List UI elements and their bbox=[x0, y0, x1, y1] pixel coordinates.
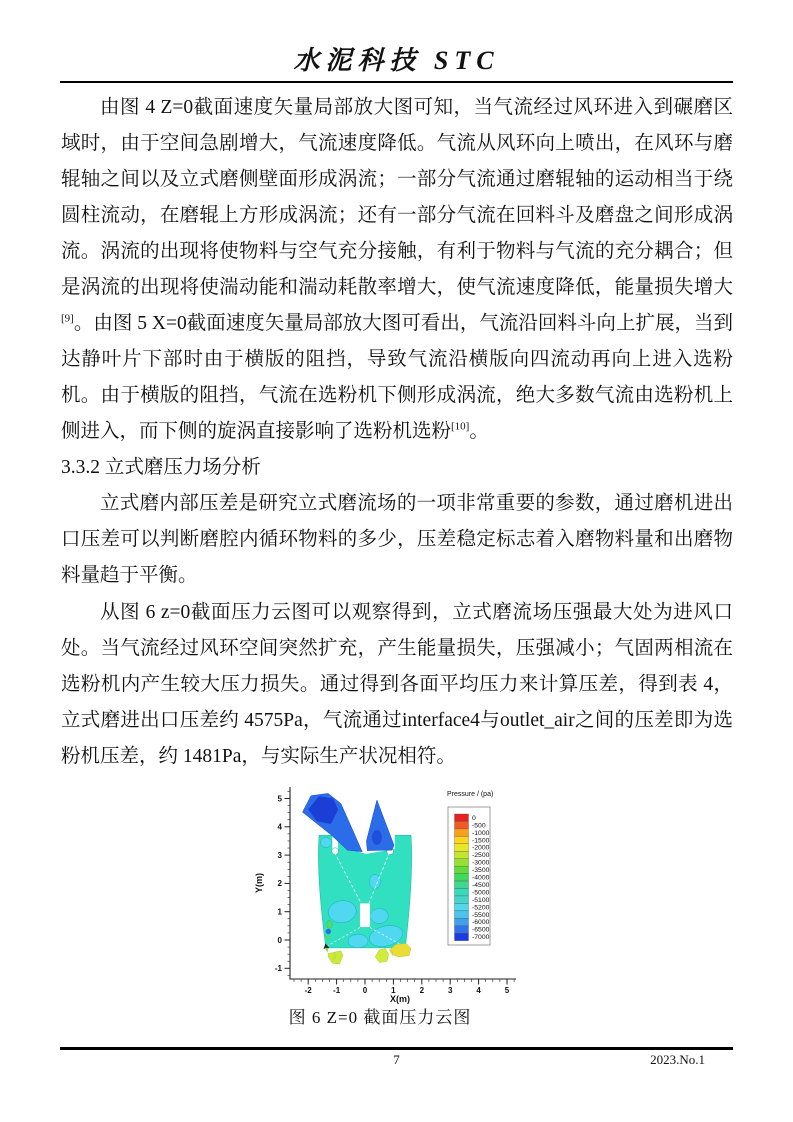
right-duct-core bbox=[372, 830, 382, 845]
svg-text:-500: -500 bbox=[472, 822, 486, 830]
journal-title: 水泥科技 STC bbox=[293, 46, 500, 75]
mill-shaft-cutout bbox=[360, 903, 370, 927]
section-heading: 3.3.2 立式磨压力场分析 bbox=[61, 457, 261, 478]
svg-text:4: 4 bbox=[476, 986, 481, 995]
svg-text:-5500: -5500 bbox=[472, 911, 490, 919]
x-axis-label: X(m) bbox=[390, 994, 410, 1004]
citation-ref-9: [9] bbox=[61, 312, 74, 325]
paragraph-text: 。由图 5 X=0截面速度矢量局部放大图可看出，气流沿回料斗向上扩展，当到达静叶片下部时由于横版的阻挡，导致气流沿横版向四流动再向上进入选粉机。由于横版的阻挡，气流在选粉机下侧形成涡流，绝大多数气流由选粉机上侧进入，而下侧的旋涡直接影响了选粉机选粉 bbox=[61, 313, 733, 442]
svg-text:-6000: -6000 bbox=[472, 919, 490, 927]
svg-text:1: 1 bbox=[391, 986, 396, 995]
paragraph-text: 由图 4 Z=0截面速度矢量局部放大图可知，当气流经过风环进入到碾磨区域时，由于空间急剧增大，气流速度降低。气流从风环向上喷出，在风环与磨辊轴之间以及立式磨侧壁面形成涡流；一部分气流通过磨辊轴的运动相当于绕圆柱流动，在磨辊上方形成涡流；还有一部分气流在回料斗及磨盘之间形成涡流。涡流的出现将使物料与空气充分接触，有利于物料与气流的充分耦合；但是涡流的出现将使湍动能和湍动耗散率增大，使气流速度降低，能量损失增大 bbox=[61, 97, 733, 298]
svg-text:2: 2 bbox=[277, 879, 282, 889]
svg-text:3: 3 bbox=[447, 986, 453, 995]
paragraph-velocity-field bbox=[61, 90, 733, 450]
svg-text:3: 3 bbox=[277, 850, 282, 860]
contour-plot bbox=[303, 793, 412, 964]
speck-green-2 bbox=[326, 936, 330, 940]
speck-green bbox=[327, 921, 333, 929]
svg-text:-3000: -3000 bbox=[472, 859, 490, 867]
pocket-right bbox=[370, 909, 388, 924]
svg-text:0: 0 bbox=[472, 814, 476, 822]
svg-text:-5000: -5000 bbox=[472, 889, 490, 897]
svg-text:-1500: -1500 bbox=[472, 837, 490, 845]
air-ring-green-tip bbox=[325, 948, 328, 953]
issue-label: 2023.No.1 bbox=[650, 1052, 705, 1067]
pocket-bottom-center bbox=[348, 934, 368, 948]
paragraph-text: 。 bbox=[469, 421, 489, 442]
svg-text:1: 1 bbox=[277, 907, 282, 917]
svg-text:-6500: -6500 bbox=[472, 926, 490, 934]
paragraph-pressure-intro: 立式磨内部压差是研究立式磨流场的一项非常重要的参数，通过磨机进出口压差可以判断磨腔内循环物料的多少，压差稳定标志着入磨物料量和出磨物料量趋于平衡。 bbox=[61, 493, 733, 586]
pocket-mid bbox=[369, 875, 380, 889]
svg-text:0: 0 bbox=[277, 935, 282, 945]
legend-entries bbox=[455, 814, 490, 941]
svg-text:-5200: -5200 bbox=[472, 904, 490, 912]
svg-text:-1: -1 bbox=[333, 986, 341, 995]
article-body bbox=[61, 90, 733, 775]
svg-text:-2: -2 bbox=[304, 986, 312, 995]
svg-text:5: 5 bbox=[504, 986, 510, 995]
svg-text:-5100: -5100 bbox=[472, 896, 490, 904]
svg-text:-7000: -7000 bbox=[472, 934, 490, 942]
svg-text:-2000: -2000 bbox=[472, 844, 490, 852]
svg-text:-2500: -2500 bbox=[472, 852, 490, 860]
pocket-top-left bbox=[321, 838, 332, 848]
figure-caption: 图 6 Z=0 截面压力云图 bbox=[288, 1008, 472, 1027]
y-axis-label: Y(m) bbox=[254, 873, 264, 893]
svg-text:-3500: -3500 bbox=[472, 867, 490, 875]
svg-text:5: 5 bbox=[277, 794, 282, 804]
paragraph-pressure-analysis: 从图 6 z=0截面压力云图可以观察得到，立式磨流场压强最大处为进风口处。当气流经过风环空间突然扩充，产生能量损失，压强减小；气固两相流在选粉机内产生较大压力损失。通过得到各面平均压力来计算压差，得到表 4，立式磨进出口压差约 4575Pa，气流通过interface4与outlet_air之间的压差即为选粉机压差，约 1481Pa，与实际生产状况相符。 bbox=[61, 602, 733, 767]
svg-text:-1: -1 bbox=[274, 964, 282, 974]
svg-text:4: 4 bbox=[277, 822, 282, 832]
svg-text:-1000: -1000 bbox=[472, 829, 490, 837]
air-ring-left-patch bbox=[328, 951, 343, 964]
air-ring-right-patch-1 bbox=[375, 949, 388, 963]
page-number: 7 bbox=[393, 1052, 400, 1067]
header-rule bbox=[60, 81, 733, 83]
legend-title: Pressure / (pa) bbox=[447, 791, 494, 798]
svg-text:-4000: -4000 bbox=[472, 874, 490, 882]
footer-rule bbox=[60, 1047, 733, 1050]
svg-text:2: 2 bbox=[419, 986, 425, 995]
svg-text:0: 0 bbox=[362, 986, 368, 995]
speck-blue bbox=[326, 929, 331, 934]
svg-text:-4500: -4500 bbox=[472, 881, 490, 889]
pressure-contour-figure bbox=[248, 779, 548, 1005]
citation-ref-10: [10] bbox=[451, 420, 470, 433]
